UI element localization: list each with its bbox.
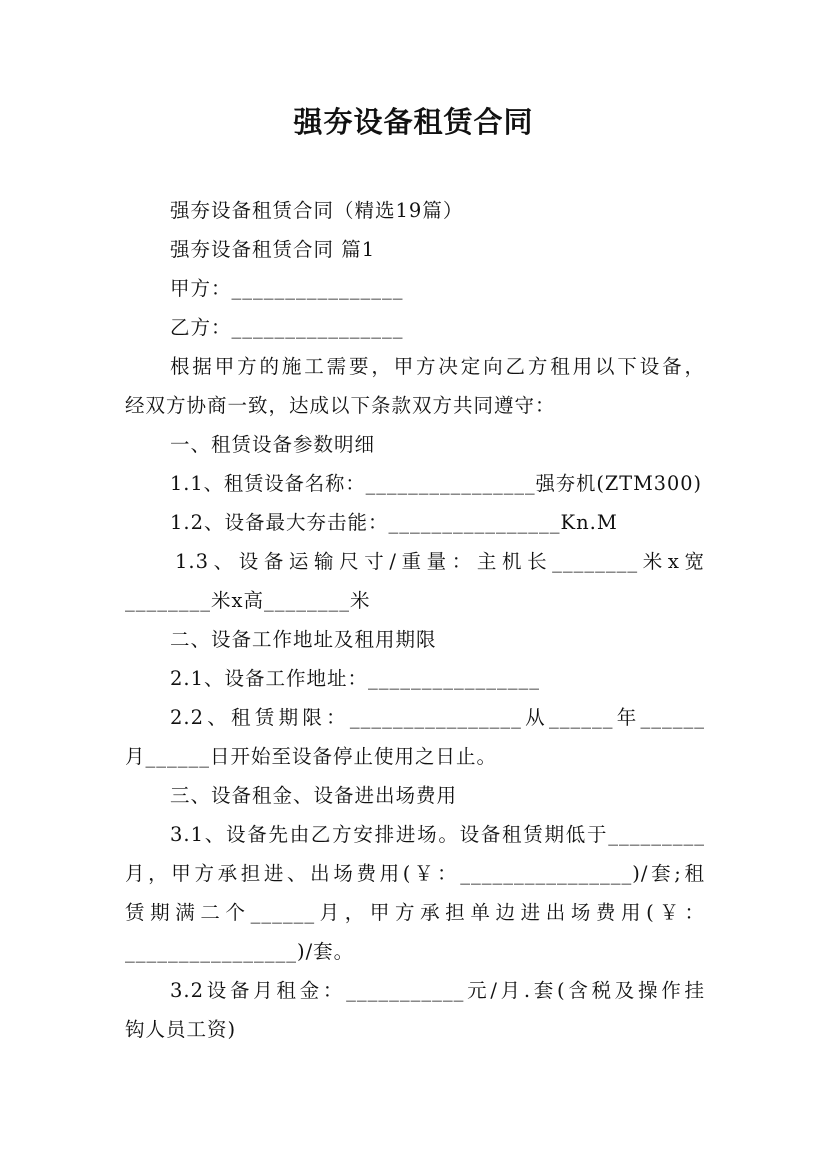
clause-line: 赁期满二个______月，甲方承担单边进出场费用(￥： (125, 901, 705, 924)
section-heading-line: 一、租赁设备参数明细 (170, 433, 376, 456)
subtitle-line: 强夯设备租赁合同（精选19篇） (170, 199, 464, 222)
clause-line: 月______日开始至设备停止使用之日止。 (125, 745, 498, 768)
section-heading-line: 强夯设备租赁合同 篇1 (170, 238, 376, 261)
paragraph-line: 根据甲方的施工需要，甲方决定向乙方租用以下设备， (170, 355, 705, 378)
clause-line: 1.3、设备运输尺寸/重量：主机长________米x宽 (175, 550, 705, 573)
section-heading-line: 三、设备租金、设备进出场费用 (170, 784, 458, 807)
clause-line: 月，甲方承担进、出场费用(￥：________________)/套;租 (125, 862, 705, 885)
section-heading-line: 二、设备工作地址及租用期限 (170, 628, 437, 651)
clause-line: ________________)/套。 (125, 940, 355, 963)
clause-line: 2.1、设备工作地址：________________ (170, 667, 541, 690)
clause-line: 钩人员工资) (125, 1018, 237, 1041)
party-b-line: 乙方：________________ (170, 316, 404, 339)
clause-line: 3.1、设备先由乙方安排进场。设备租赁期低于_________ (170, 823, 705, 846)
clause-line: 1.2、设备最大夯击能：________________Kn.M (170, 511, 618, 534)
clause-line: 1.1、租赁设备名称：________________强夯机(ZTM300) (170, 472, 703, 495)
party-a-line: 甲方：________________ (170, 277, 404, 300)
clause-line: 3.2设备月租金：___________元/月.套(含税及操作挂 (170, 979, 705, 1002)
document-title: 强夯设备租赁合同 (293, 105, 534, 139)
paragraph-line: 经双方协商一致，达成以下条款双方共同遵守： (125, 394, 556, 417)
clause-line: 2.2、租赁期限：________________从______年______ (170, 706, 705, 729)
clause-line: ________米x高________米 (125, 589, 371, 612)
